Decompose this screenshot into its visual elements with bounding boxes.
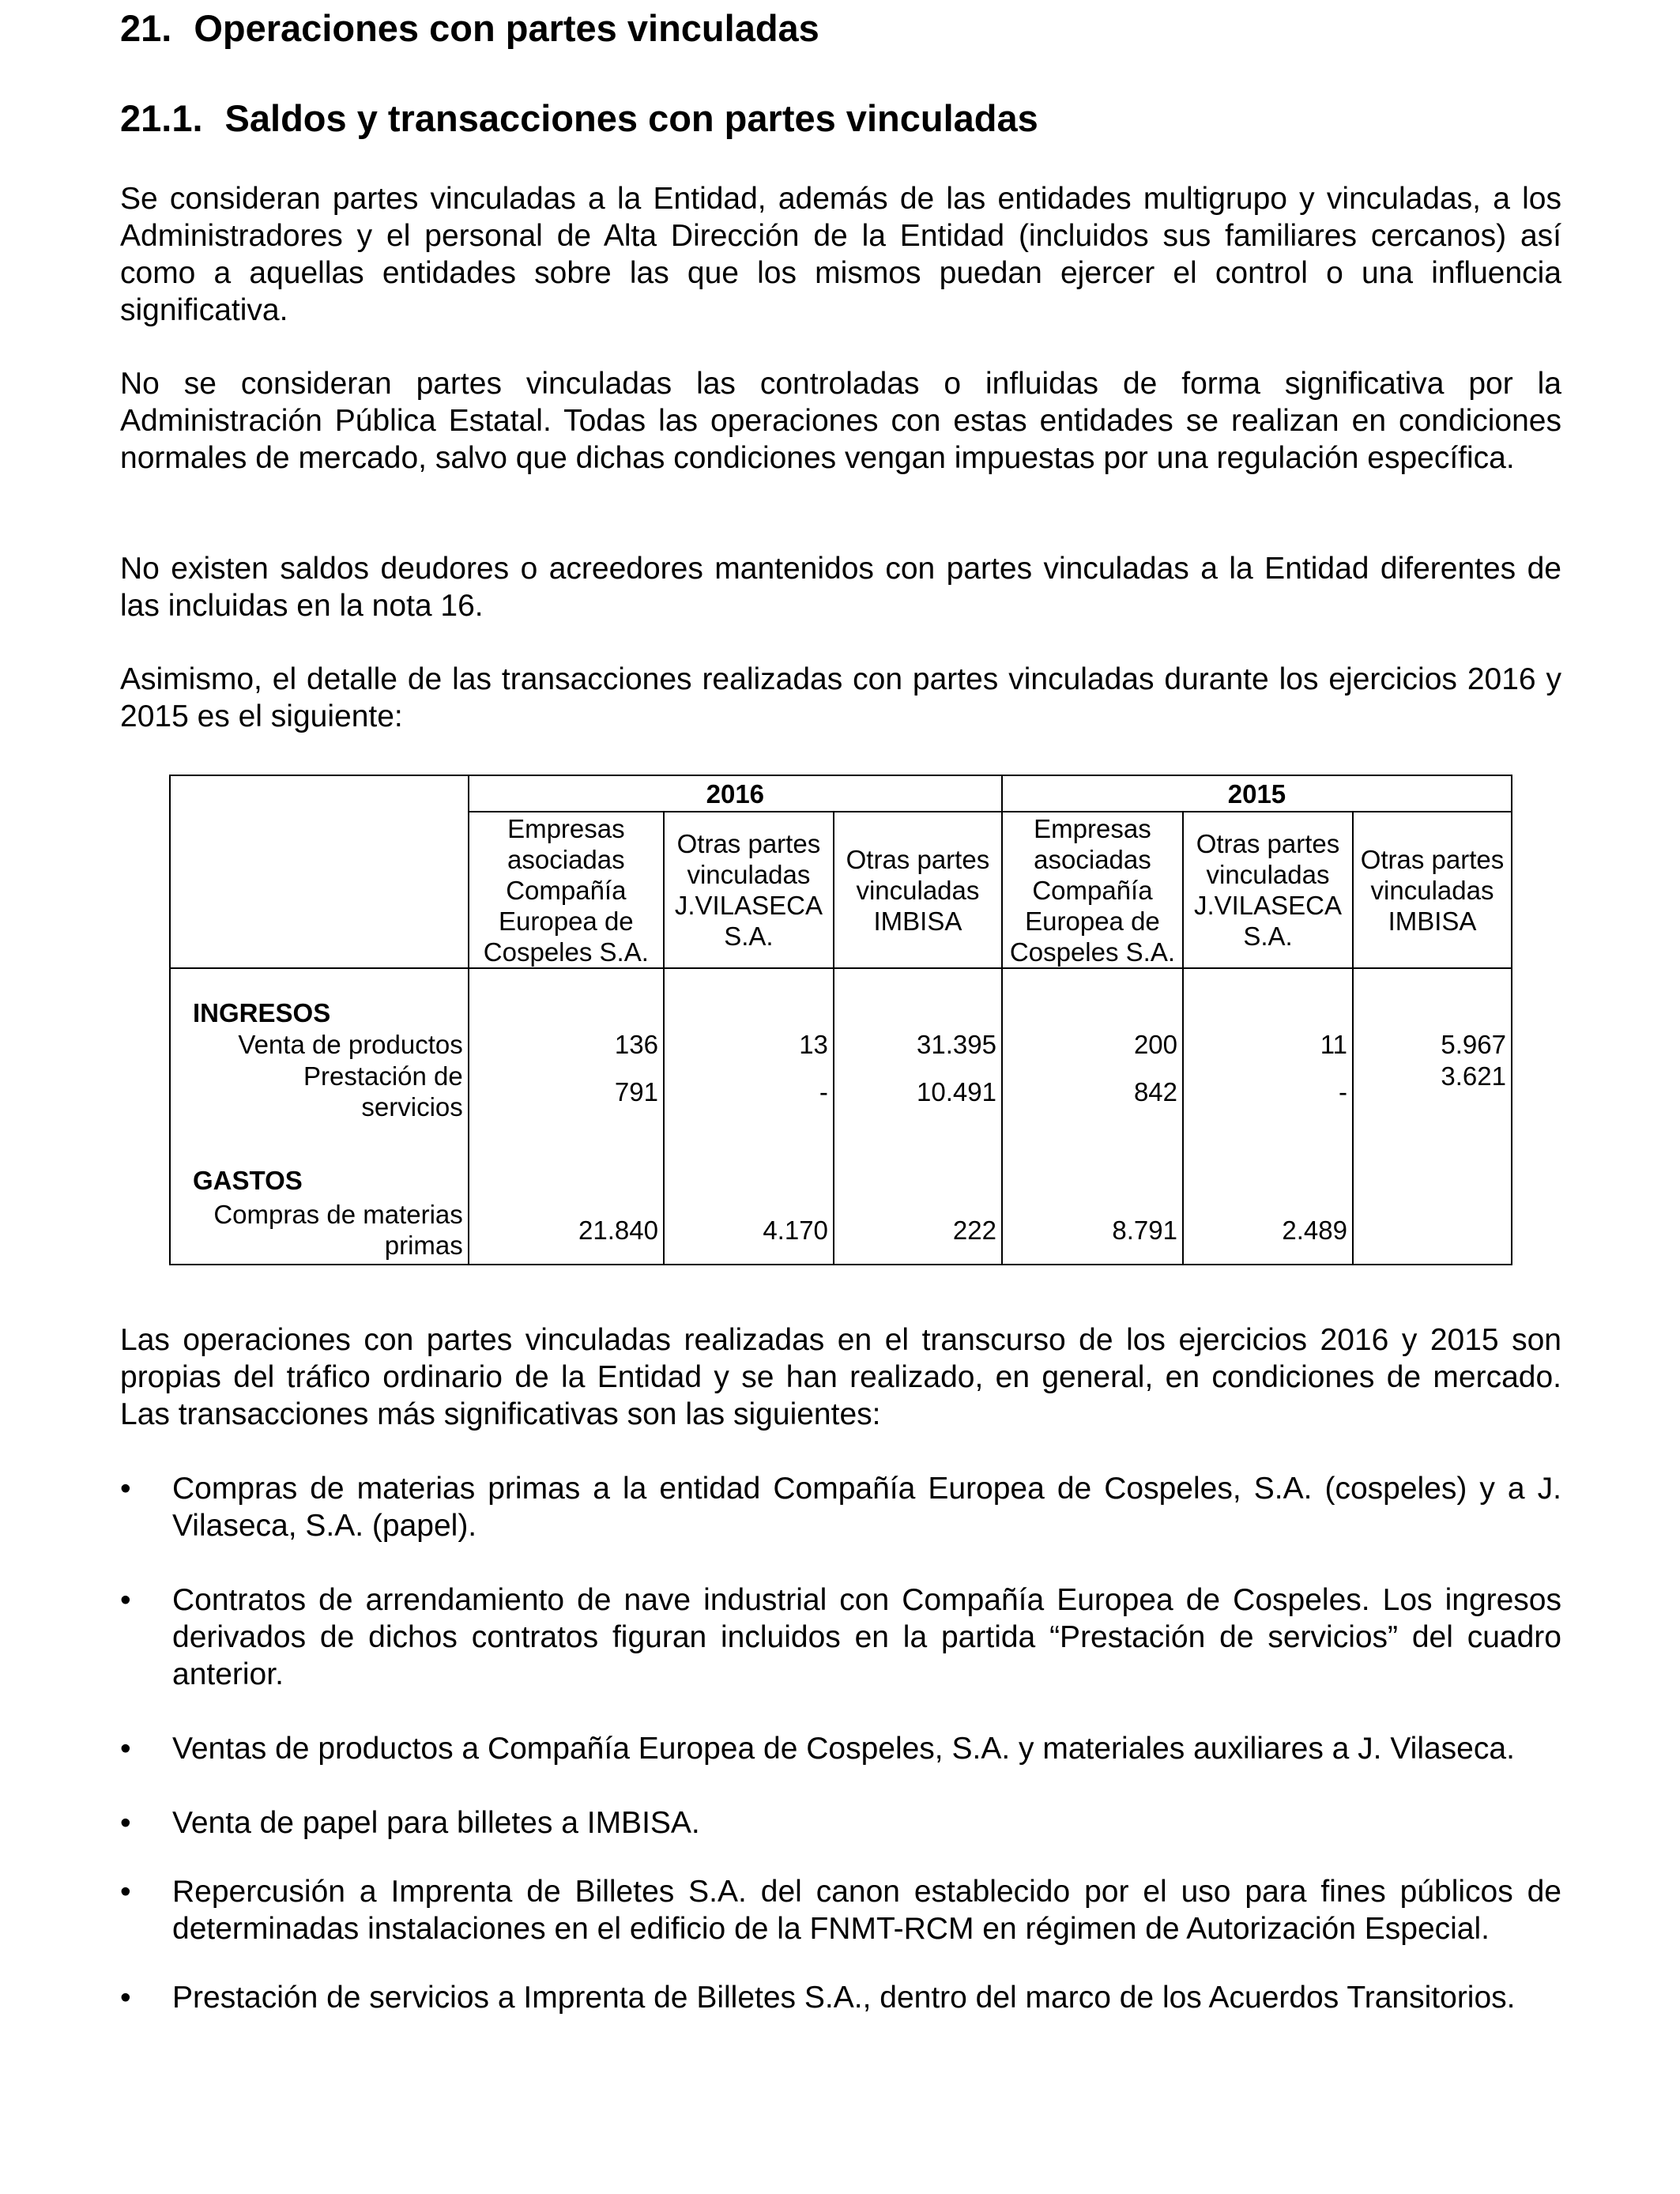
bullet-icon: • [120,1875,131,1909]
column-header: Otras partes vinculadas IMBISA [1353,812,1512,968]
column-header: Empresas asociadas Compañía Europea de Cospeles S.A. [469,812,664,968]
table-cell: 5.967 [1353,1028,1512,1061]
table-cell: 3.621 [1353,1061,1512,1122]
related-party-transactions-table [169,775,1512,1265]
column-header: Otras partes vinculadas J.VILASECA S.A. [664,812,834,968]
table-cell: - [1183,1061,1353,1122]
year-header-2016: 2016 [469,775,1002,812]
bullet-icon: • [120,1806,131,1840]
row-label: Venta de productos [170,1028,469,1061]
column-header: Otras partes vinculadas IMBISA [834,812,1002,968]
section-title: Operaciones con partes vinculadas [194,7,819,49]
subsection-heading [120,96,1038,140]
section-label-ingresos: INGRESOS [170,997,469,1028]
paragraph-1: Se consideran partes vinculadas a la Entidad, además de las entidades multigrupo y vinculadas, a los Administradores y el personal de Alta Dirección de la Entidad (incluidos sus familiares cercanos) así como a aquellas entidades sobre las que los mismos puedan ejercer el control o una influencia significativa. [120,182,1561,327]
list-item: • Contratos de arrendamiento de nave industrial con Compañía Europea de Cospeles. Los ingresos derivados de dichos contratos figuran incluidos en la partida “Prestación de servicios” del cuadro anterior. [120,1583,1561,1691]
table-row [170,1196,1512,1265]
section-heading [120,6,819,50]
table-row [170,1061,1512,1122]
transactions-bullet-list [120,1470,1561,2016]
column-header: Otras partes vinculadas J.VILASECA S.A. [1183,812,1353,968]
table-cell: 11 [1183,1028,1353,1061]
table-row [170,1028,1512,1061]
section-number: 21. [120,7,172,49]
table-cell: 222 [834,1196,1002,1265]
paragraph-after-table: Las operaciones con partes vinculadas realizadas en el transcurso de los ejercicios 2016 y 2015 son propias del tráfico ordinario de la Entidad y se han realizado, en general, en condiciones de mercado. Las transacciones más significativas son las siguientes: [120,1323,1561,1431]
list-item: • Repercusión a Imprenta de Billetes S.A. del canon establecido por el uso para fines públicos de determinadas instalaciones en el edificio de la FNMT-RCM en régimen de Autorización Especial. [120,1875,1561,1946]
table-cell: 21.840 [469,1196,664,1265]
list-item: • Ventas de productos a Compañía Europea de Cospeles, S.A. y materiales auxiliares a J. Vilaseca. [120,1732,1515,1766]
table-cell: 791 [469,1061,664,1122]
bullet-icon: • [120,1472,131,1506]
list-item: • Prestación de servicios a Imprenta de Billetes S.A., dentro del marco de los Acuerdos Transitorios. [120,1981,1516,2015]
table-cell [1353,1196,1512,1265]
table-cell: - [664,1061,834,1122]
bullet-icon: • [120,1981,131,2015]
table-cell: 200 [1002,1028,1183,1061]
section-label-gastos: GASTOS [170,1165,469,1196]
subsection-title: Saldos y transacciones con partes vinculadas [224,97,1038,139]
table-cell: 136 [469,1028,664,1061]
year-header-2015: 2015 [1002,775,1512,812]
column-header: Empresas asociadas Compañía Europea de Cospeles S.A. [1002,812,1183,968]
list-item: • Venta de papel para billetes a IMBISA. [120,1806,700,1840]
table-cell: 13 [664,1028,834,1061]
table-corner-cell [170,775,469,968]
row-label: Prestación de servicios [170,1061,469,1122]
table-cell: 8.791 [1002,1196,1183,1265]
list-item: • Compras de materias primas a la entidad Compañía Europea de Cospeles, S.A. (cospeles) y a J. Vilaseca, S.A. (papel). [120,1472,1561,1543]
table-cell: 4.170 [664,1196,834,1265]
table-cell: 10.491 [834,1061,1002,1122]
row-label: Compras de materias primas [170,1196,469,1265]
paragraph-4: Asimismo, el detalle de las transacciones realizadas con partes vinculadas durante los ejercicios 2016 y 2015 es el siguiente: [120,662,1561,733]
table-cell: 842 [1002,1061,1183,1122]
table-cell: 31.395 [834,1028,1002,1061]
bullet-icon: • [120,1732,131,1766]
paragraph-2: No se consideran partes vinculadas las controladas o influidas de forma significativa por la Administración Pública Estatal. Todas las operaciones con estas entidades se realizan en condiciones normales de mercado, salvo que dichas condiciones vengan impuestas por una regulación específica. [120,367,1561,475]
subsection-number: 21.1. [120,97,203,139]
bullet-icon: • [120,1583,131,1617]
paragraph-3: No existen saldos deudores o acreedores mantenidos con partes vinculadas a la Entidad diferentes de las incluidas en la nota 16. [120,552,1561,623]
table-cell: 2.489 [1183,1196,1353,1265]
